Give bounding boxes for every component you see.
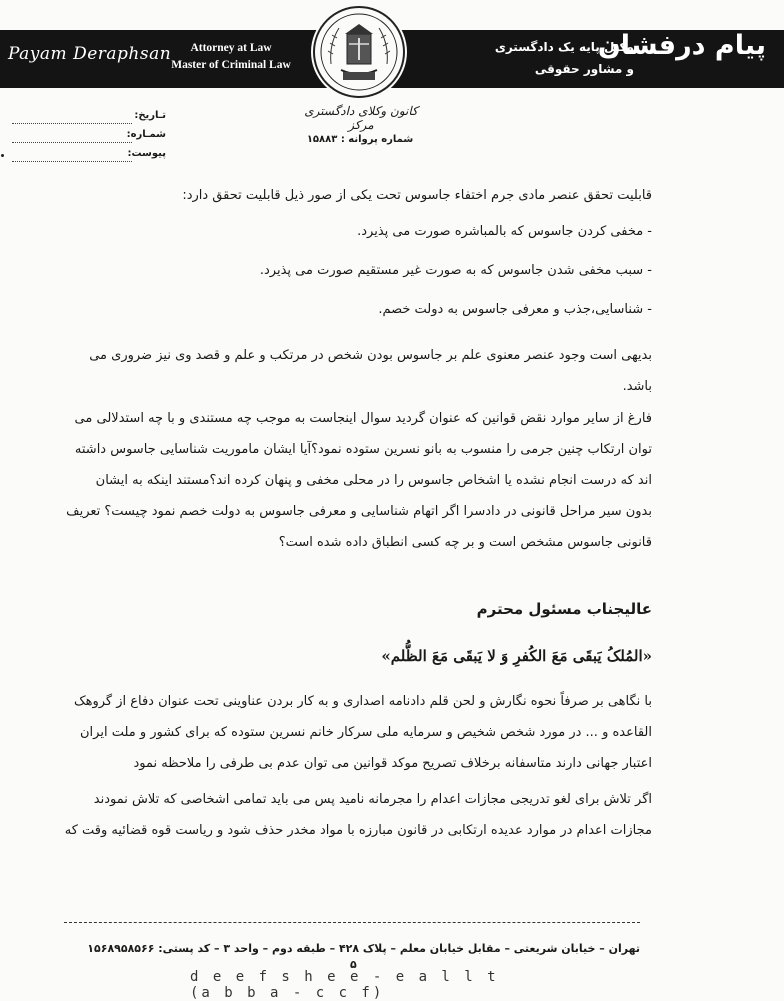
- paragraph-line: توان ارتکاب چنین جرمی را منسوب به بانو نسرین ستوده نمود؟آیا ایشان ماموریت شناسایی جاسوس داشته: [74, 442, 652, 457]
- paragraph-line: فارغ از سایر موارد نقض قوانین که عنوان گردید سوال اینجاست به موجب چه مستندی و با چه استدلالی می: [74, 411, 652, 426]
- margin-mark: [1, 154, 4, 157]
- paragraph-line: قانونی جاسوس مشخص است و بر چه کسی انطباق داده شده است؟: [278, 535, 652, 550]
- license-number: شماره پروانه : ۱۵۸۸۳: [306, 134, 414, 145]
- title-fa-line1: وکیل پایه یک دادگستری: [494, 40, 634, 54]
- footer-divider: [64, 922, 640, 923]
- brand-name-fa: پیام درفشان: [597, 30, 766, 61]
- section-heading: عالیجناب مسئول محترم: [476, 600, 652, 618]
- bullet-item: - شناسایی،جذب و معرفی جاسوس به دولت خصم.: [378, 302, 652, 317]
- title-en-line2: Master of Criminal Law: [171, 59, 291, 71]
- footer-cut-line: d e e f s h e e - e a l l t (a b b a - c c f): [190, 969, 499, 1001]
- page-number: ۵: [350, 958, 357, 971]
- organization-name: کانون وکلای دادگستری مرکز: [304, 104, 418, 132]
- brand-name-en: Payam Deraphsan: [8, 44, 172, 64]
- intro-paragraph: قابلیت تحقق عنصر مادی جرم اختفاء جاسوس تحت یکی از صور ذیل قابلیت تحقق دارد:: [182, 188, 652, 203]
- paragraph-mens-rea: [60, 340, 652, 402]
- paragraph-line: بدیهی است وجود عنصر معنوی علم بر جاسوس بودن شخص در مرتکب و علم و قصد وی نیز ضروری می: [89, 348, 652, 363]
- bar-association-emblem-icon: [311, 4, 407, 100]
- attachment-field: [6, 150, 166, 164]
- paragraph-line: اعتبار جهانی دارند متاسفانه برخلاف تصریح موکد قوانین می توان عدم بی طرفی را ملاحظه نمود: [133, 756, 652, 771]
- title-en-line1: Attorney at Law: [190, 42, 272, 54]
- attachment-dotted-line: [12, 161, 132, 162]
- paragraph-line: باشد.: [622, 379, 652, 394]
- bullet-item: - مخفی کردن جاسوس که بالمباشره صورت می پذیرد.: [357, 224, 652, 239]
- title-fa-line2: و مشاور حقوقی: [534, 62, 634, 76]
- date-field: [6, 112, 166, 126]
- arabic-quote: «المُلکُ یَبقَی مَعَ الکُفرِ وَ لا یَبقَی مَعَ الظُّلم»: [381, 647, 652, 665]
- number-dotted-line: [12, 142, 132, 143]
- paragraph-line: القاعده و ... در مورد شخص شخیص و سرمایه ملی سرکار خانم نسرین ستوده که برای کشور و ملت ایران: [80, 725, 652, 740]
- paragraph-impartiality: [60, 686, 652, 779]
- title-en: [166, 40, 296, 74]
- number-label: شمـاره:: [126, 129, 166, 140]
- number-field: [6, 131, 166, 145]
- paragraph-question: [60, 403, 652, 558]
- paragraph-line: اگر تلاش برای لغو تدریجی مجازات اعدام را مجرمانه نامید پس می باید تمامی اشخاصی که تلاش نمودند: [93, 792, 652, 807]
- paragraph-line: اند که درست انجام نشده یا اشخاص جاسوس را در محلی مخفی و پنهان کرده اند؟مستند اینکه به ایشان: [95, 473, 652, 488]
- paragraph-line: بدون سیر مراحل قانونی در دادسرا اگر اتهام شناسایی و معرفی جاسوس به دولت خصم نمود چیست؟ تعریف: [66, 504, 652, 519]
- paragraph-line: با نگاهی بر صرفاً نحوه نگارش و لحن قلم دادنامه اصداری و به کار بردن عناوینی تحت عنوان دفاع از گروهک: [73, 694, 652, 709]
- date-dotted-line: [12, 123, 132, 124]
- date-label: تـاریخ:: [134, 110, 166, 121]
- footer-address: تهران – خیابان شریعتی – مقابل خیابان معلم – پلاک ۴۲۸ – طبقه دوم – واحد ۳ – کد پستی: ۱۵۶۸۹۵۸۵۶۶: [87, 942, 640, 955]
- paragraph-line: مجازات اعدام در موارد عدیده ارتکابی در قانون مبارزه با مواد مخدر حذف شود و ریاست قوه قضائیه وقت که: [64, 823, 652, 838]
- bullet-item: - سبب مخفی شدن جاسوس که به صورت غیر مستقیم صورت می پذیرد.: [259, 263, 652, 278]
- attachment-label: پیوست:: [127, 148, 166, 159]
- title-fa: [474, 36, 634, 80]
- paragraph-death-penalty: [60, 784, 652, 846]
